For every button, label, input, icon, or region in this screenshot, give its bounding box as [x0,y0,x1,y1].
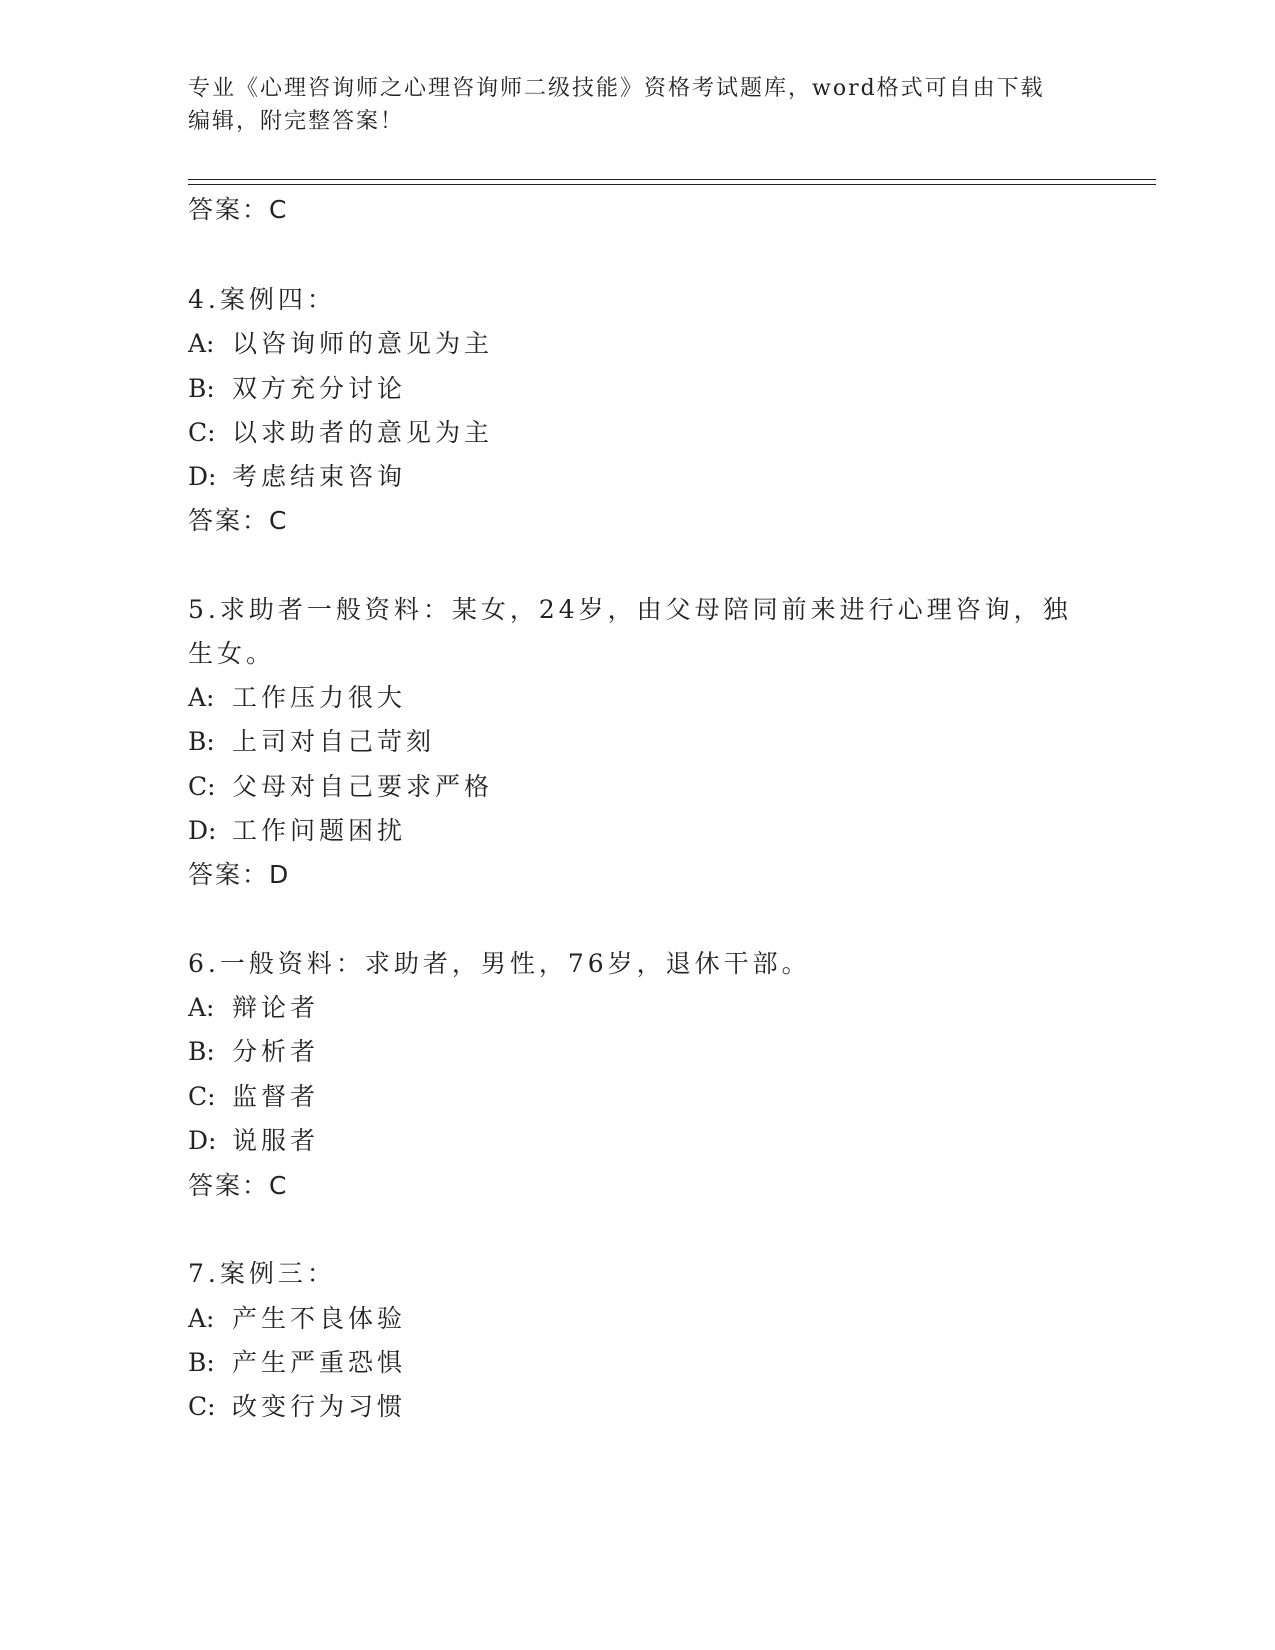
question-4-option-b [188,372,406,406]
question-7-option-c [188,1390,406,1424]
question-5-option-c [188,770,493,804]
option-text: 监督者 [232,1082,320,1111]
question-5-option-d [188,814,406,848]
option-key: A: [188,683,215,712]
option-key: B: [188,1037,215,1066]
option-text: 改变行为习惯 [232,1392,407,1421]
option-text: 分析者 [232,1037,320,1066]
option-key: D: [188,816,217,845]
option-key: C: [188,1392,216,1421]
option-key: A: [188,993,215,1022]
question-6-option-b [188,1035,319,1069]
header-divider-top [188,179,1156,180]
option-text: 辩论者 [232,993,320,1022]
option-text: 产生不良体验 [232,1304,407,1333]
option-text: 父母对自己要求严格 [232,772,494,801]
answer-q5: 答案：D [188,860,291,889]
question-7-stem: 7.案例三： [188,1259,336,1288]
question-4-stem: 4.案例四： [188,285,336,314]
question-5-option-b [188,725,435,759]
option-text: 工作问题困扰 [232,816,407,845]
question-5-stem-line-2: 生女。 [188,639,276,668]
option-key: C: [188,1082,216,1111]
document-header [188,72,1088,138]
option-text: 说服者 [232,1126,320,1155]
option-key: B: [188,727,215,756]
answer-q6: 答案：C [188,1171,289,1200]
option-key: A: [188,1304,215,1333]
option-key: B: [188,1348,215,1377]
header-line-2: 编辑，附完整答案！ [188,109,405,134]
option-text: 双方充分讨论 [232,374,407,403]
option-text: 考虑结束咨询 [232,462,407,491]
question-4-option-a [188,327,493,361]
option-key: C: [188,418,216,447]
option-key: D: [188,462,217,491]
question-4-option-d [188,460,406,494]
option-key: D: [188,1126,217,1155]
question-6-option-d [188,1124,319,1158]
answer-q4: 答案：C [188,506,289,535]
answer-q3: 答案：C [188,195,289,224]
option-text: 以求助者的意见为主 [232,418,494,447]
question-4-option-c [188,416,493,450]
question-6-option-a [188,991,319,1025]
header-divider-bottom [188,184,1156,185]
question-7-option-a [188,1302,406,1336]
question-6-option-c [188,1080,319,1114]
option-text: 上司对自己苛刻 [232,727,436,756]
option-key: C: [188,772,216,801]
question-6-stem: 6.一般资料：求助者，男性，76岁，退休干部。 [188,949,811,978]
option-text: 以咨询师的意见为主 [232,329,494,358]
option-key: B: [188,374,215,403]
header-line-1: 专业《心理咨询师之心理咨询师二级技能》资格考试题库，word格式可自由下载 [188,76,1045,101]
question-5-option-a [188,681,406,715]
option-text: 产生严重恐惧 [232,1348,407,1377]
question-7-option-b [188,1346,406,1380]
option-text: 工作压力很大 [232,683,407,712]
option-key: A: [188,329,215,358]
question-5-stem-line-1: 5.求助者一般资料：某女，24岁，由父母陪同前来进行心理咨询，独 [188,595,1072,624]
